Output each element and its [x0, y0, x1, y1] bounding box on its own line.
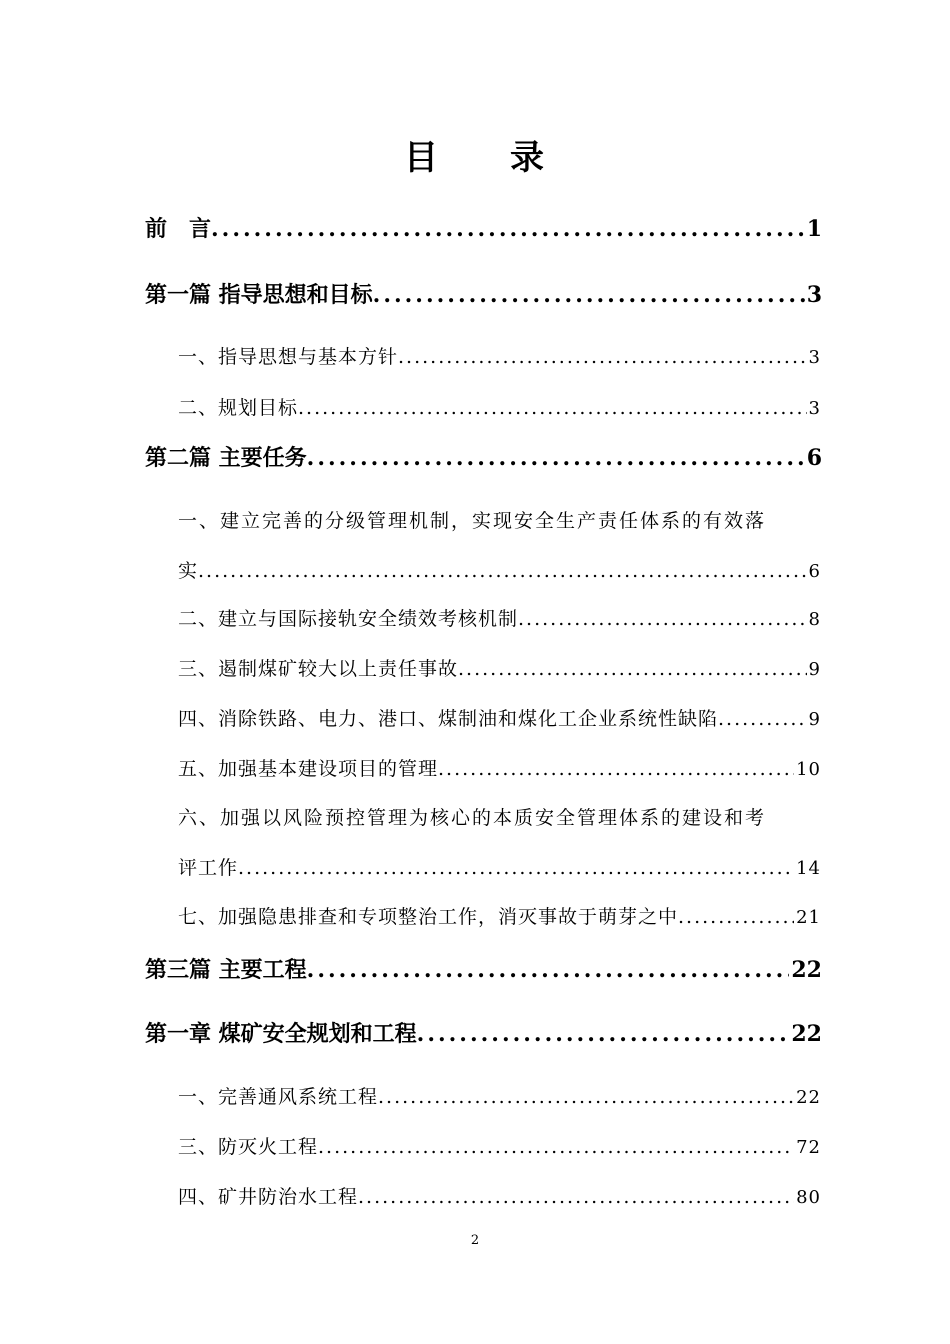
- toc-label: 四、矿井防治水工程: [178, 1186, 359, 1208]
- toc-label: 第二篇 主要任务: [145, 445, 307, 471]
- toc-entry-1-1[interactable]: [178, 342, 821, 369]
- toc-entry-part-2[interactable]: [145, 441, 822, 472]
- toc-label: 五、加强基本建设项目的管理: [178, 758, 439, 780]
- toc-page-number: 22: [796, 1087, 821, 1108]
- toc-label: 三、防灭火工程: [178, 1136, 319, 1158]
- toc-label: 前 言: [145, 216, 212, 242]
- page-title: [0, 130, 950, 179]
- toc-leader: [458, 658, 807, 680]
- toc-entry-3-4[interactable]: [178, 1182, 821, 1209]
- toc-leader: [378, 1086, 794, 1108]
- toc-page-number: 80: [796, 1187, 821, 1208]
- page-number-footer: 2: [470, 1233, 480, 1248]
- toc-page-number: 72: [796, 1137, 821, 1158]
- toc-page-number: 22: [791, 957, 822, 983]
- toc-page-number: 9: [808, 659, 821, 680]
- toc-leader: [398, 346, 807, 368]
- title-char-1: 目: [404, 138, 440, 178]
- toc-entry-1-2[interactable]: [178, 393, 821, 420]
- toc-leader: [417, 1021, 790, 1047]
- toc-leader: [438, 758, 794, 780]
- toc-page-number: 3: [808, 347, 821, 368]
- toc-entry-2-6-line1[interactable]: 六、加强以风险预控管理为核心的本质安全管理体系的建设和考: [178, 807, 767, 829]
- toc-leader: [298, 397, 807, 419]
- toc-entry-2-4[interactable]: [178, 704, 821, 731]
- toc-page-number: 6: [806, 445, 822, 471]
- toc-label: 第三篇 主要工程: [145, 957, 307, 983]
- toc-entry-2-1-line2[interactable]: [178, 556, 821, 583]
- toc-label: 七、加强隐患排查和专项整治工作，消灭事故于萌芽之中: [178, 906, 679, 928]
- toc-entry-2-5[interactable]: [178, 754, 821, 781]
- toc-leader: [678, 906, 794, 928]
- toc-page-number: 9: [808, 709, 821, 730]
- toc-entry-chapter-1[interactable]: [145, 1017, 822, 1048]
- toc-entry-3-1[interactable]: [178, 1082, 821, 1109]
- toc-page-number: 8: [808, 609, 821, 630]
- toc-entry-part-3[interactable]: [145, 953, 822, 984]
- toc-label: 三、遏制煤矿较大以上责任事故: [178, 658, 459, 680]
- toc-leader: [307, 957, 790, 983]
- toc-label: 二、规划目标: [178, 397, 299, 419]
- toc-label: 一、完善通风系统工程: [178, 1086, 379, 1108]
- toc-page-number: 14: [796, 858, 821, 879]
- toc-entry-2-2[interactable]: [178, 604, 821, 631]
- toc-label: 四、消除铁路、电力、港口、煤制油和煤化工企业系统性缺陷: [178, 708, 719, 730]
- toc-entry-preface[interactable]: [145, 212, 822, 243]
- toc-entry-part-1[interactable]: [145, 278, 822, 309]
- toc-leader: [358, 1186, 794, 1208]
- toc-page-number: 1: [806, 216, 822, 242]
- toc-leader: [198, 560, 807, 582]
- toc-leader: [373, 282, 805, 308]
- toc-entry-2-7[interactable]: [178, 902, 821, 929]
- toc-label: 评工作: [178, 857, 239, 879]
- toc-leader: [211, 216, 805, 242]
- toc-leader: [518, 608, 807, 630]
- toc-label: 一、指导思想与基本方针: [178, 346, 399, 368]
- toc-page-number: 3: [806, 282, 822, 308]
- toc-page-number: 10: [796, 759, 821, 780]
- toc-entry-2-3[interactable]: [178, 654, 821, 681]
- toc-page-number: 21: [796, 907, 821, 928]
- toc-entry-3-3[interactable]: [178, 1132, 821, 1159]
- toc-label: 二、建立与国际接轨安全绩效考核机制: [178, 608, 519, 630]
- toc-entry-2-1-line1[interactable]: 一、建立完善的分级管理机制，实现安全生产责任体系的有效落: [178, 510, 767, 532]
- toc-entry-2-6-line2[interactable]: [178, 853, 821, 880]
- toc-label: 第一篇 指导思想和目标: [145, 282, 373, 308]
- toc-page-number: 22: [791, 1021, 822, 1047]
- title-char-2: 录: [510, 138, 546, 178]
- toc-leader: [307, 445, 805, 471]
- toc-page-number: 6: [808, 561, 821, 582]
- toc-leader: [718, 708, 807, 730]
- toc-leader: [318, 1136, 794, 1158]
- toc-label: 实: [178, 560, 199, 582]
- toc-leader: [238, 857, 794, 879]
- toc-page-number: 3: [808, 398, 821, 419]
- toc-label: 第一章 煤矿安全规划和工程: [145, 1021, 417, 1047]
